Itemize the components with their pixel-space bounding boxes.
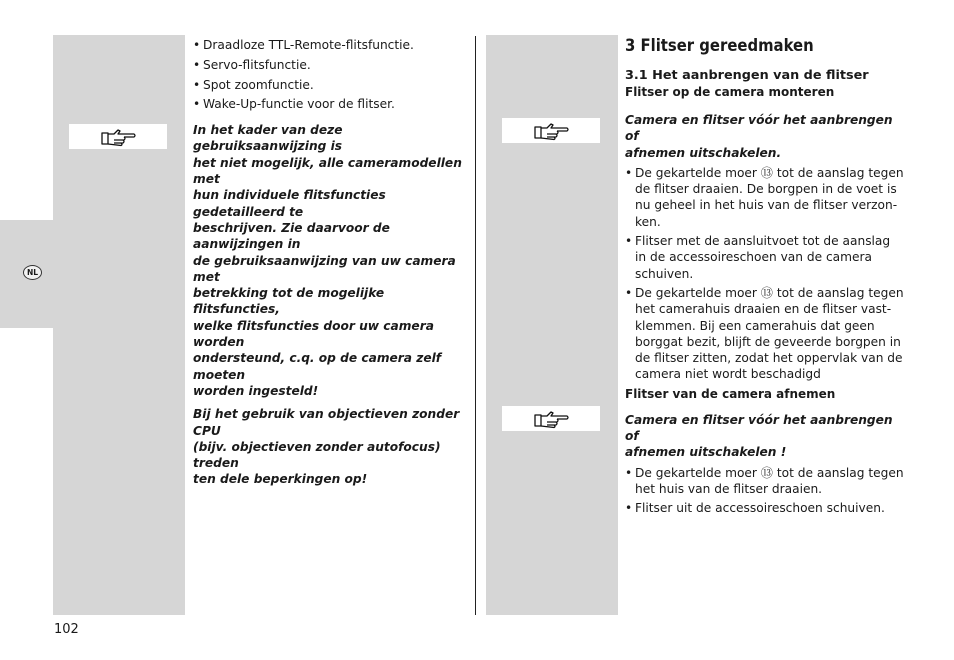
- right-text-column: [625, 36, 910, 517]
- language-badge: NL: [23, 265, 42, 280]
- mount-step: • Flitser met de aansluitvoet tot de aanslag in de accessoireschoen van de camera schuiven.: [625, 233, 910, 282]
- feature-bullet: • Servo-flitsfunctie.: [193, 56, 468, 76]
- subsection-heading: 3.1 Het aanbrengen van de flitser: [625, 68, 869, 83]
- pointing-hand-icon: [100, 127, 136, 147]
- remove-title: Flitser van de camera afnemen: [625, 386, 836, 401]
- remove-step: • Flitser uit de accessoireschoen schuiven.: [625, 500, 910, 516]
- cpu-lens-warning: Bij het gebruik van objectieven zonder CPU (bijv. objectieven zonder autofocus) treden ten dele beperkingen op!: [193, 407, 460, 487]
- feature-bullet: • Draadloze TTL-Remote-flitsfunctie.: [193, 36, 468, 56]
- left-text-column: [193, 36, 468, 488]
- left-margin-column: [53, 35, 185, 615]
- remove-step: • De gekartelde moer ⑬ tot de aanslag tegen het huis van de flitser draaien.: [625, 465, 910, 498]
- column-divider: [475, 36, 476, 615]
- feature-bullet: • Wake-Up-functie voor de flitser.: [193, 95, 468, 115]
- mount-step: • De gekartelde moer ⑬ tot de aanslag tegen de flitser draaien. De borgpen in de voet is nu geheel in het huis van de flitser verzon- ken.: [625, 165, 910, 230]
- pointing-hand-icon: [533, 409, 569, 429]
- pointing-hand-icon: [533, 121, 569, 141]
- mount-note: Camera en flitser vóór het aanbrengen of afnemen uitschakelen.: [625, 113, 893, 160]
- camera-models-note: In het kader van deze gebruiksaanwijzing is het niet mogelijk, alle cameramodellen met hun individuele flitsfuncties gedetailleerd te beschrijven. Zie daarvoor de aanwijzingen in de gebruiksaanwijzing van uw camera met betrekking tot de mogelijke flitsfuncties, welke flitsfuncties door uw camera worden ondersteund, c.q. op de camera zelf moeten worden ingesteld!: [193, 123, 462, 398]
- note-marker: [502, 118, 600, 143]
- remove-note: Camera en flitser vóór het aanbrengen of afnemen uitschakelen !: [625, 412, 893, 460]
- feature-bullet: • Spot zoomfunctie.: [193, 76, 468, 96]
- note-marker: [69, 124, 167, 149]
- page-number: 102: [54, 622, 79, 637]
- mount-step: • De gekartelde moer ⑬ tot de aanslag tegen het camerahuis draaien en de flitser vast- klemmen. Bij een camerahuis dat geen borggat bezit, blijft de geveerde borgpen in de flitser zitten, zodat het oppervlak van de camera niet wordt beschadigd: [625, 285, 910, 383]
- note-marker: [502, 406, 600, 431]
- mount-title: Flitser op de camera monteren: [625, 85, 835, 99]
- section-heading: 3 Flitser gereedmaken: [625, 36, 814, 55]
